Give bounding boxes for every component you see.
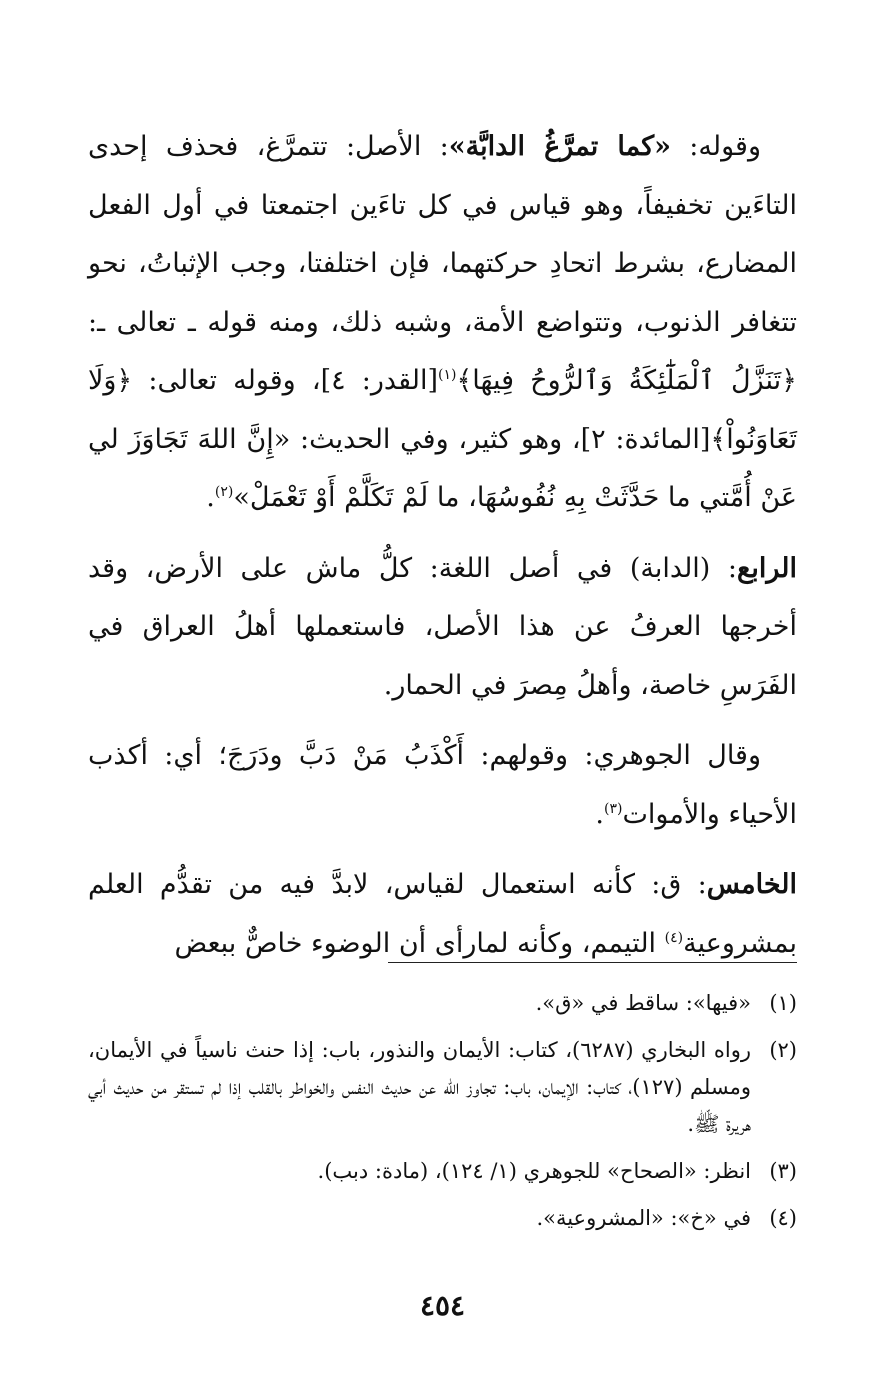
text-run: [القدر: ٤]، وقوله تعالى: ﴿وَلَا تَعَاوَنُواْ﴾[المائدة: ٢]، وهو كثير، وفي الحديث: «إِنَّ اللهَ تَجَاوَزَ لي عَنْ أُمَّتي ما حَدَّثَتْ بِهِ نُفُوسُهَا، ما لَمْ تَكَلَّمْ أَوْ تَعْمَلْ»	[88, 365, 798, 513]
text-run: .	[595, 798, 605, 830]
paragraph-1	[88, 118, 797, 528]
footnote-number: (٣)	[769, 1159, 797, 1183]
footnotes	[88, 985, 797, 1247]
book-page	[88, 0, 797, 1389]
text-run: وقال الجوهري: وقولهم: أَكْذَبُ مَنْ دَبَّ ودَرَجَ؛ أي: أكذب الأحياء والأموات	[88, 740, 797, 830]
footnote-number: (٢)	[769, 1038, 797, 1062]
text-run: وقوله:	[670, 131, 761, 162]
main-text	[88, 118, 797, 973]
footnote-divider	[388, 962, 797, 963]
footnote-text: «فيها»: ساقط في «ق».	[535, 991, 751, 1015]
footnote-text: انظر: «الصحاح» للجوهري (١/ ١٢٤)، (مادة: دبب).	[317, 1159, 751, 1183]
footnote-item	[88, 1153, 797, 1190]
section-heading-fourth: الرابع	[736, 552, 797, 584]
text-run: .	[206, 482, 215, 513]
paragraph-4	[88, 856, 797, 973]
section-heading-fifth: الخامس	[706, 869, 797, 900]
paragraph-3	[88, 727, 797, 844]
text-run: : ق: كأنه استعمال لقياس، لابدَّ فيه من تقدُّم العلم بمشروعية	[88, 869, 797, 959]
paragraph-2	[88, 540, 797, 716]
footnote-ref-2[interactable]: (٢)	[214, 484, 234, 500]
text-run: التيمم، وكأنه لمارأى أن الوضوء خاصٌّ ببعض	[174, 927, 665, 959]
text-run: : (الدابة) في أصل اللغة: كلُّ ماش على الأرض، وقد أخرجها العرفُ عن هذا الأصل، فاستعملها أهلُ العراق في الفَرَسِ خاصة، وأهلُ مِصرَ في الحمار.	[88, 552, 797, 701]
footnote-ref-1[interactable]: (١)	[438, 367, 457, 383]
text-run: : الأصل: تتمرَّغ، فحذف إحدى التاءَين تخفيفاً، وهو قياس في كل تاءَين اجتمعتا في أول الفعل المضارع، بشرط اتحادِ حركتهما، فإن اختلفتا، وجب الإثباتُ، نحو تتغافر الذنوب، وتتواضع الأمة، وشبه ذلك، ومنه قوله ـ تعالى ـ: ﴿تَنَزَّلُ ٱلْمَلَٰٓئِكَةُ وَٱلرُّوحُ فِيهَا﴾	[88, 131, 797, 396]
footnote-number: (١)	[769, 991, 797, 1015]
page-number: ٤٥٤	[419, 1289, 466, 1322]
footnote-number: (٤)	[769, 1206, 797, 1230]
footnote-text: رواه البخاري (٦٢٨٧)، كتاب: الأيمان والنذور، باب: إذا حنث ناسياً في الأيمان، ومسلم (١٢٧)، كتاب: الإيمان، باب: تجاوز الله عن حديث النفس والخواطر بالقلب إذا لم تستقر من حديث أبي هريرة ﷺ.	[88, 1038, 751, 1136]
footnote-ref-3[interactable]: (٣)	[604, 800, 623, 817]
footnote-item	[88, 1032, 797, 1143]
footnote-text: في «خ»: «المشروعية».	[536, 1206, 751, 1230]
footnote-item	[88, 985, 797, 1022]
footnote-item	[88, 1200, 797, 1237]
quoted-phrase: «كما تمرَّغُ الدابَّة»	[448, 131, 671, 162]
footnote-ref-4[interactable]: (٤)	[664, 929, 684, 946]
